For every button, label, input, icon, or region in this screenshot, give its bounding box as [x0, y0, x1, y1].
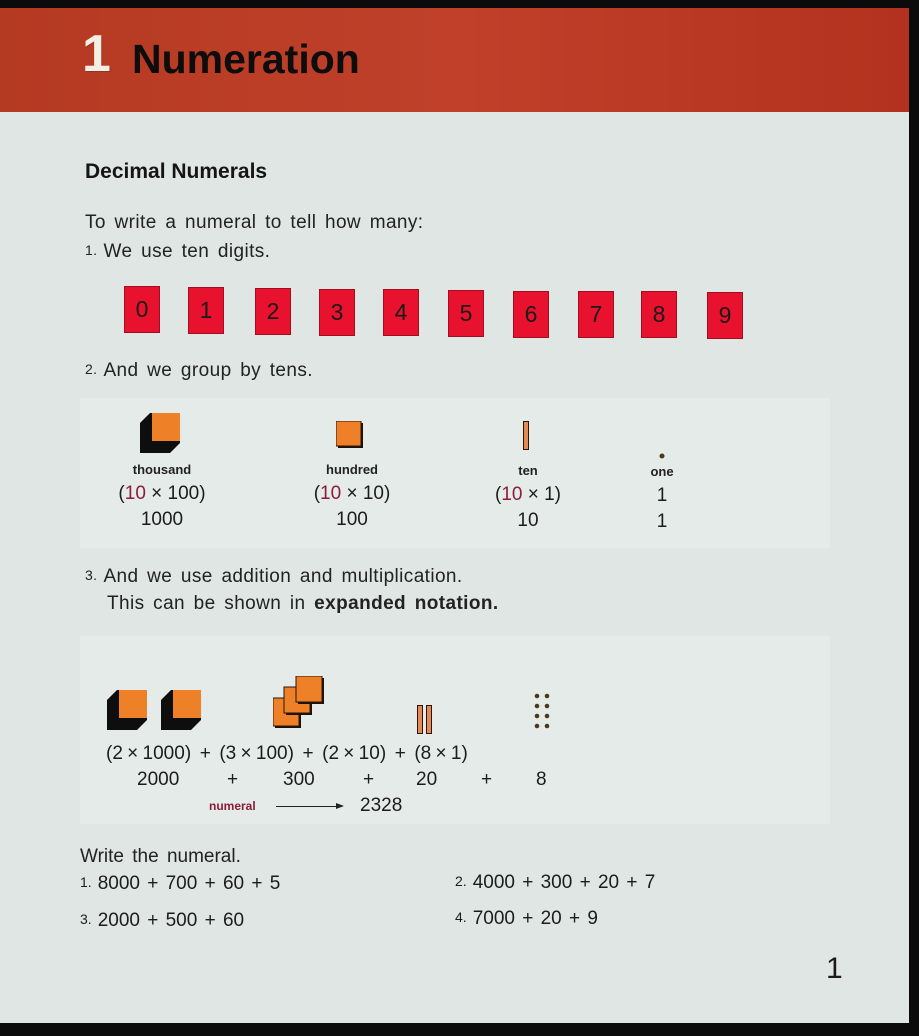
expanded-term: 8	[536, 769, 547, 790]
group-value: 1000	[140, 509, 184, 530]
point-2-text: And we group by tens.	[103, 360, 313, 381]
point-2	[85, 360, 313, 382]
group-expression: (10 × 1)	[494, 484, 562, 505]
expanded-term: 20	[416, 769, 438, 790]
point-1-number: 1.	[85, 242, 98, 258]
hundred-flat-icon	[336, 421, 364, 454]
point-3-line-2: This can be shown in expanded notation.	[107, 593, 499, 614]
exercise-item: 3. 2000 + 500 + 60	[80, 910, 245, 931]
thousand-cube-icon	[140, 413, 182, 455]
group-hundred	[272, 462, 432, 531]
point-1-text: We use ten digits.	[103, 241, 271, 262]
one-unit-icon	[659, 446, 665, 464]
expanded-term: 300	[283, 769, 315, 790]
exercise-instruction: Write the numeral.	[80, 846, 241, 867]
group-value: 10	[517, 510, 539, 531]
plus-sign: +	[227, 769, 239, 790]
group-label: thousand	[132, 462, 192, 477]
point-3	[85, 566, 463, 588]
hundred-flats-icon	[273, 676, 329, 737]
intro-text: To write a numeral to tell how many:	[85, 212, 424, 233]
section-title: Decimal Numerals	[85, 160, 268, 183]
group-one	[582, 464, 742, 533]
one-units-icon	[533, 692, 553, 737]
digit-card: 0	[124, 286, 160, 333]
digit-card: 2	[255, 288, 291, 335]
digit-card: 4	[383, 289, 419, 336]
digit-card: 8	[641, 291, 677, 338]
point-3-text: And we use addition and multiplication.	[103, 566, 463, 587]
group-expression: (10 × 100)	[118, 483, 206, 504]
chapter-title: Numeration	[132, 36, 360, 82]
group-expression: 1	[656, 485, 668, 506]
digit-card: 5	[448, 290, 484, 337]
expanded-expression: (2 × 1000) + (3 × 100) + (2 × 10) + (8 × 1)	[106, 743, 468, 764]
group-expression: (10 × 10)	[313, 483, 391, 504]
plus-sign: +	[481, 769, 493, 790]
chapter-header	[0, 8, 909, 112]
point-1	[85, 241, 270, 263]
group-label: hundred	[326, 462, 378, 477]
digit-card: 3	[319, 289, 355, 336]
page-number: 1	[826, 952, 843, 985]
digit-card: 1	[188, 287, 224, 334]
group-value: 1	[656, 511, 668, 532]
arrow-right-icon	[276, 806, 342, 807]
expanded-notation-term: expanded notation.	[314, 593, 499, 614]
textbook-page	[0, 8, 909, 1023]
group-label: one	[650, 464, 674, 479]
expanded-term: 2000	[137, 769, 180, 790]
thousand-cube-icon	[107, 690, 149, 737]
digit-card: 6	[513, 291, 549, 338]
group-label: ten	[518, 463, 538, 478]
numeral-result: 2328	[360, 795, 403, 816]
ten-rod-icon	[523, 421, 529, 456]
ten-rods-icon	[417, 705, 433, 740]
exercise-item: 4. 7000 + 20 + 9	[455, 908, 598, 929]
thousand-cube-icon	[161, 690, 203, 737]
plus-sign: +	[363, 769, 375, 790]
exercise-item: 1. 8000 + 700 + 60 + 5	[80, 873, 281, 894]
digit-card: 9	[707, 292, 743, 339]
group-value: 100	[336, 509, 368, 530]
exercise-item: 2. 4000 + 300 + 20 + 7	[455, 872, 656, 893]
group-thousand	[82, 462, 242, 531]
digit-card: 7	[578, 291, 614, 338]
point-3-number: 3.	[85, 567, 98, 583]
point-2-number: 2.	[85, 361, 98, 377]
numeral-label: numeral	[209, 799, 256, 813]
chapter-number: 1	[82, 25, 111, 83]
